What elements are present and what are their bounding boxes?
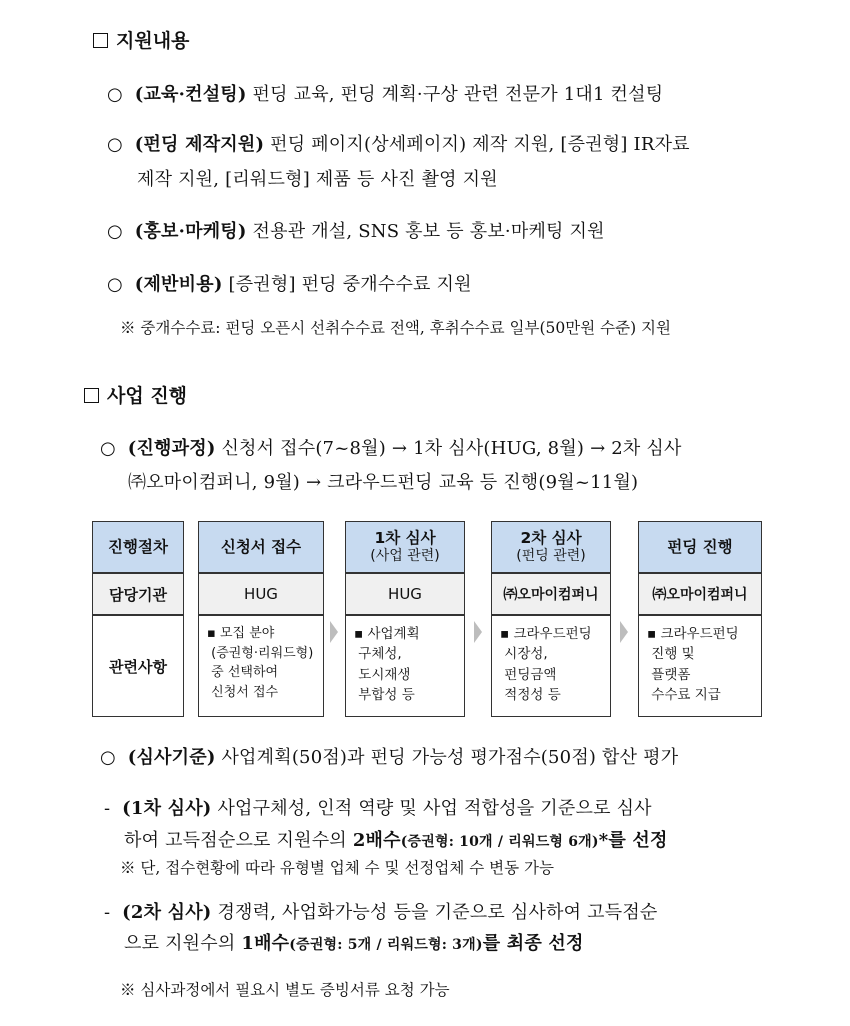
support-item-marketing: ○ (홍보·마케팅) 전용관 개설, SNS 홍보 등 홍보·마케팅 지원 — [107, 221, 605, 242]
flow-step-desc: ▪ 모집 분야 (증권형·리워드형) 중 선택하여 신청서 접수 — [198, 615, 324, 717]
flow-row-label-details: 관련사항 — [92, 615, 184, 717]
final-note: ※ 심사과정에서 필요시 별도 증빙서류 요청 가능 — [120, 981, 450, 999]
support-item-production: ○ (펀딩 제작지원) 펀딩 페이지(상세페이지) 제작 지원, [증권형] IR자료 — [107, 134, 690, 155]
first-review-line-cont: 하여 고득점순으로 지원수의 2배수(증권형: 10개 / 리워드형 6개)*를 선정 — [124, 830, 668, 851]
flow-step-desc: ▪ 사업계획 구체성, 도시재생 부합성 등 — [345, 615, 465, 717]
flow-step-org: HUG — [345, 573, 465, 615]
checkbox-square-icon — [93, 33, 108, 48]
support-item-production-cont: 제작 지원, [리워드형] 제품 등 사진 촬영 지원 — [137, 169, 498, 190]
second-review-line: - (2차 심사) 경쟁력, 사업화가능성 등을 기준으로 심사하여 고득점순 — [104, 902, 658, 923]
flow-step-desc: ▪ 크라우드펀딩 진행 및 플랫폼 수수료 지급 — [638, 615, 762, 717]
flow-step-title: 2차 심사 (펀딩 관련) — [491, 521, 611, 573]
first-review-note: ※ 단, 접수현황에 따라 유형별 업체 수 및 선정업체 수 변동 가능 — [120, 859, 554, 877]
flow-arrow-icon — [474, 621, 482, 643]
flow-row-label-stage: 진행절차 — [92, 521, 184, 573]
process-line: ○ (진행과정) 신청서 접수(7~8월) → 1차 심사(HUG, 8월) → 2차 심사 — [100, 438, 682, 459]
first-review-line: - (1차 심사) 사업구체성, 인적 역량 및 사업 적합성을 기준으로 심사 — [104, 798, 652, 819]
flow-step-title: 펀딩 진행 — [638, 521, 762, 573]
support-item-costs: ○ (제반비용) [증권형] 펀딩 중개수수료 지원 — [107, 274, 472, 295]
support-item-education: ○ (교육·컨설팅) 펀딩 교육, 펀딩 계획·구상 관련 전문가 1대1 컨설팅 — [107, 84, 664, 105]
flow-step-org: ㈜오마이컴퍼니 — [491, 573, 611, 615]
flow-arrow-icon — [620, 621, 628, 643]
section-heading-progress: 사업 진행 — [84, 381, 187, 408]
flow-step-org: ㈜오마이컴퍼니 — [638, 573, 762, 615]
flow-arrow-icon — [330, 621, 338, 643]
flow-step-title: 신청서 접수 — [198, 521, 324, 573]
support-note: ※ 중개수수료: 펀딩 오픈시 선취수수료 전액, 후취수수료 일부(50만원 수준) 지원 — [120, 319, 672, 337]
process-line-cont: ㈜오마이컴퍼니, 9월) → 크라우드펀딩 교육 등 진행(9월~11월) — [128, 472, 639, 493]
second-review-line-cont: 으로 지원수의 1배수(증권형: 5개 / 리워드형: 3개)를 최종 선정 — [124, 933, 584, 954]
section-heading-support: 지원내용 — [93, 26, 189, 53]
checkbox-square-icon — [84, 388, 99, 403]
flow-step-org: HUG — [198, 573, 324, 615]
flow-step-title: 1차 심사 (사업 관련) — [345, 521, 465, 573]
criteria-line: ○ (심사기준) 사업계획(50점)과 펀딩 가능성 평가점수(50점) 합산 평가 — [100, 747, 679, 768]
flow-step-desc: ▪ 크라우드펀딩 시장성, 펀딩금액 적정성 등 — [491, 615, 611, 717]
flow-row-label-org: 담당기관 — [92, 573, 184, 615]
